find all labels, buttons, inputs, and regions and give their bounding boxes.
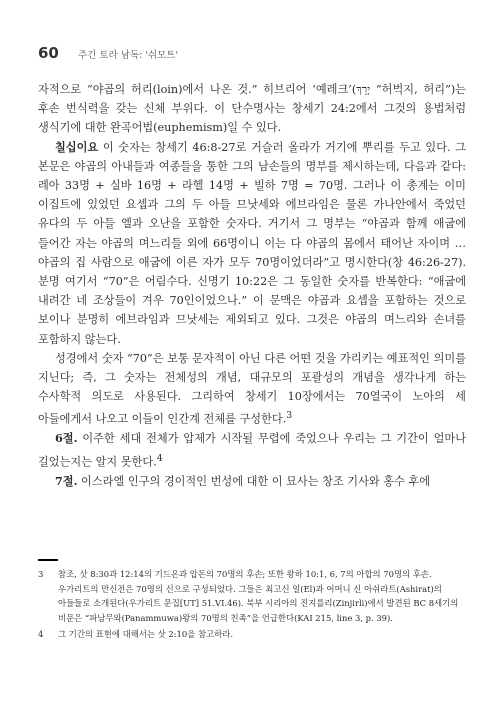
paragraph-3 (38, 349, 466, 430)
paragraph-4 (38, 429, 466, 471)
paragraph-2-text: 이 숫자는 창세기 46:8-27로 거슬러 올라가 거기에 뿌리를 두고 있다. 그 본문은 야곱의 아내들과 여종들을 통한 그의 남손들의 명부를 제시하는데, 다음과 같다: 레아 33명 + 실바 16명 + 라헬 14명 + 빌하 7명 = 70명. 그러나 이 총계는 이미 이집트에 있었던 요셉과 그의 두 아들 므낫세와 에브라임은 물론 가나안에서 죽었던 유다의 두 아들 엘과 오난을 포함한 숫자다. 거기서 그 명부는 “야곱과 함께 애굽에 들어간 자는 야곱의 며느리들 외에 66명이니 이는 다 야곱의 몸에서 태어난 자이며 … 야곱의 집 사람으로 애굽에 이른 자가 모두 70명이었더라”고 명시한다(창 46:26-27). 분명 여기서 “70”은 어림수다. 신명기 10:22은 그 동일한 숫자를 반복한다: “애굽에 내려간 네 조상들이 겨우 70인이었으나.” 이 문맥은 야곱과 요셉을 포함하는 것으로 보이나 분명히 에브라임과 므낫세는 제외되고 있다. 그것은 야곱의 며느리와 손녀를 포함하지 않는다. (38, 140, 466, 346)
verse-label-6: 6절. (55, 431, 78, 446)
page-header (38, 44, 468, 64)
footnote-divider (38, 559, 58, 561)
footnote-4 (38, 627, 466, 642)
footnote-number: 4 (38, 629, 44, 639)
paragraph-3-text: 성경에서 숫자 “70”은 보통 문자적이 아닌 다른 어떤 것을 가리키는 예표적인 의미를 지닌다; 즉, 그 숫자는 전체성의 개념, 대규모의 포괄성의 개념을 생각나게 하는 수사학적 의도로 사용된다. 그리하여 창세기 10장에서는 70열국이 노아의 세 아들에게서 나오고 이들이 인간계 전체를 구성한다. (38, 351, 466, 427)
paragraph-4-text: 이주한 세대 전체가 압제가 시작될 무렵에 죽었으나 우리는 그 기간이 얼마나 길었는지는 알지 못한다. (38, 432, 466, 469)
verse-label-7: 7절. (55, 473, 78, 488)
footnote-number: 3 (38, 569, 44, 579)
footnote-3 (38, 567, 466, 625)
page-number: 60 (38, 44, 59, 62)
footnote-ref-3[interactable]: 3 (286, 410, 293, 422)
paragraph-5 (38, 472, 466, 491)
footnote-ref-4[interactable]: 4 (156, 452, 163, 464)
paragraph-5-text: 이스라엘 인구의 경이적인 번성에 대한 이 묘사는 창조 기사와 홍수 후에 (77, 474, 431, 488)
footnotes (38, 567, 466, 644)
lead-word-seventy: 칠십이요 (55, 139, 99, 154)
paragraph-1: 자적으로 “야곱의 허리(loin)에서 나온 것.” 히브리어 ‘예레크’(יָרֵךְ “허벅지, 허리”)는 후손 번식력을 갖는 신체 부위다. 이 단수명사는 창세기 24:2에서 그것의 용법처럼 생식기에 대한 완곡어법(euphemism)일 수 있다. (38, 83, 466, 135)
footnote-text: 참조, 삿 8:30과 12:14의 기드온과 압돈의 70명의 후손; 또한 왕하 10:1, 6, 7의 아합의 70명의 후손. 우가리트의 만신전은 70명의 신으로 구성되었다. 그들은 최고신 일(El)과 어머니 신 아쉬라트(Ashirat)의 아들들로 소개된다(우가리트 문집[UT] 51.VI.46). 북부 시리아의 진지를리(Zinjirli)에서 발견된 BC 8세기의 비문은 “파남무와(Panammuwa)왕의 70명의 친족”을 언급한다(KAI 215, line 3, p. 39). (58, 569, 459, 623)
running-title: 주긴 토라 남독: '쉬모트' (78, 50, 179, 61)
body-text (38, 80, 466, 491)
footnote-text: 그 기간의 표현에 대해서는 삿 2:10을 참고하라. (58, 629, 233, 639)
paragraph-2 (38, 138, 466, 349)
